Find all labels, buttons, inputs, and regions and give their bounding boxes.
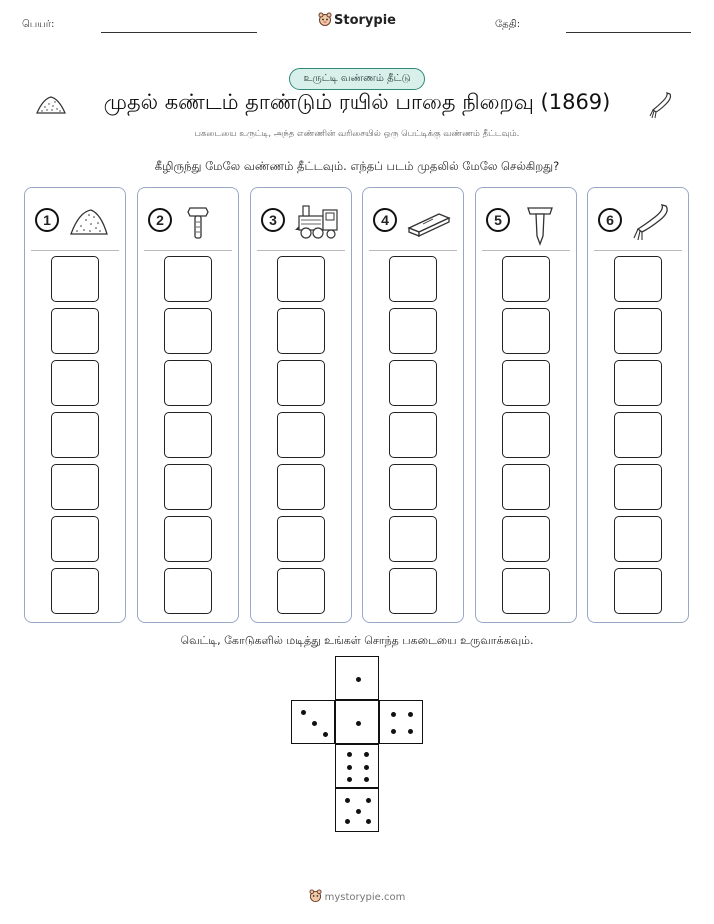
die-pip: [347, 777, 352, 782]
color-box[interactable]: [614, 568, 662, 614]
bent-rail-icon: [630, 202, 674, 250]
die-pip: [366, 798, 371, 803]
column-number: 3: [261, 208, 285, 232]
color-box[interactable]: [164, 360, 212, 406]
die-pip: [408, 729, 413, 734]
color-box[interactable]: [51, 308, 99, 354]
color-box[interactable]: [502, 256, 550, 302]
column-divider: [482, 250, 570, 251]
column-divider: [144, 250, 232, 251]
color-box[interactable]: [277, 308, 325, 354]
column-header: [25, 200, 125, 240]
color-box[interactable]: [277, 516, 325, 562]
die-face-5: [335, 788, 379, 832]
footer: [0, 889, 714, 903]
name-label: பெயர்:: [22, 19, 55, 30]
color-box[interactable]: [164, 568, 212, 614]
die-pip: [366, 819, 371, 824]
column-number: 1: [35, 208, 59, 232]
column-header: [251, 200, 351, 240]
color-box[interactable]: [502, 516, 550, 562]
color-box[interactable]: [389, 516, 437, 562]
column-header: [588, 200, 688, 240]
die-pip: [347, 752, 352, 757]
dice-column-3: [250, 187, 352, 623]
storypie-logo-icon: [309, 889, 322, 902]
die-pip: [347, 765, 352, 770]
cut-instruction: வெட்டி, கோடுகளில் மடித்து உங்கள் சொந்த பகடையை உருவாக்கவும்.: [180, 634, 534, 647]
die-pip: [323, 732, 328, 737]
dice-column-4: [362, 187, 464, 623]
column-header: [363, 200, 463, 240]
footer-url: mystorypie.com: [324, 892, 406, 903]
color-box[interactable]: [502, 464, 550, 510]
color-box[interactable]: [164, 516, 212, 562]
die-pip: [345, 798, 350, 803]
color-box[interactable]: [614, 256, 662, 302]
brand-name: Storypie: [334, 13, 396, 28]
color-box[interactable]: [51, 516, 99, 562]
column-number: 4: [373, 208, 397, 232]
color-box[interactable]: [277, 360, 325, 406]
color-box[interactable]: [51, 412, 99, 458]
color-box[interactable]: [389, 464, 437, 510]
instruction: கீழிருந்து மேலே வண்ணம் தீட்டவும். எந்தப் படம் முதலில் மேலே செல்கிறது?: [154, 159, 560, 173]
dice-column-5: [475, 187, 577, 623]
color-box[interactable]: [502, 360, 550, 406]
color-box[interactable]: [277, 568, 325, 614]
color-box[interactable]: [614, 360, 662, 406]
die-pip: [408, 712, 413, 717]
color-box[interactable]: [51, 568, 99, 614]
color-box[interactable]: [51, 464, 99, 510]
dice-column-6: [587, 187, 689, 623]
die-pip: [391, 729, 396, 734]
color-box[interactable]: [389, 308, 437, 354]
color-box[interactable]: [614, 412, 662, 458]
color-box[interactable]: [614, 464, 662, 510]
color-box[interactable]: [51, 256, 99, 302]
die-face-1: [335, 656, 379, 700]
color-box[interactable]: [389, 568, 437, 614]
railroad-spike-icon: [518, 202, 562, 250]
dice-column-2: [137, 187, 239, 623]
color-box[interactable]: [502, 568, 550, 614]
die-pip: [364, 765, 369, 770]
color-box[interactable]: [164, 256, 212, 302]
column-divider: [369, 250, 457, 251]
column-header: [476, 200, 576, 240]
die-pip: [391, 712, 396, 717]
column-divider: [31, 250, 119, 251]
activity-badge: உருட்டி வண்ணம் தீட்டு: [289, 68, 425, 90]
column-number: 5: [486, 208, 510, 232]
color-box[interactable]: [502, 308, 550, 354]
color-box[interactable]: [614, 308, 662, 354]
die-face-6: [335, 744, 379, 788]
color-box[interactable]: [277, 412, 325, 458]
column-divider: [594, 250, 682, 251]
gold-bar-icon: [405, 202, 453, 246]
die-pip: [356, 721, 361, 726]
hammer-icon: [180, 202, 224, 246]
page-title: முதல் கண்டம் தாண்டும் ரயில் பாதை நிறைவு (1869): [103, 90, 611, 114]
column-number: 2: [148, 208, 172, 232]
die-pip: [356, 677, 361, 682]
bent-rail-icon: [648, 92, 674, 120]
die-pip: [364, 777, 369, 782]
die-pip: [345, 819, 350, 824]
date-label: தேதி:: [495, 19, 521, 30]
column-number: 6: [598, 208, 622, 232]
storypie-logo-icon: [318, 12, 332, 26]
die-face-4: [379, 700, 423, 744]
color-box[interactable]: [164, 412, 212, 458]
color-box[interactable]: [614, 516, 662, 562]
die-pip: [312, 721, 317, 726]
color-box[interactable]: [389, 360, 437, 406]
color-box[interactable]: [277, 464, 325, 510]
color-box[interactable]: [389, 412, 437, 458]
die-face-1: [335, 700, 379, 744]
die-pip: [356, 809, 361, 814]
color-box[interactable]: [51, 360, 99, 406]
steam-locomotive-icon: [293, 202, 343, 246]
color-box[interactable]: [389, 256, 437, 302]
brand: [0, 12, 714, 28]
name-line[interactable]: [101, 32, 257, 33]
color-box[interactable]: [164, 464, 212, 510]
die-pip: [301, 710, 306, 715]
color-box[interactable]: [502, 412, 550, 458]
date-line[interactable]: [566, 32, 691, 33]
dice-column-1: [24, 187, 126, 623]
column-divider: [257, 250, 345, 251]
die-face-3: [291, 700, 335, 744]
sand-pile-icon: [67, 202, 111, 246]
die-pip: [364, 752, 369, 757]
color-box[interactable]: [277, 256, 325, 302]
color-box[interactable]: [164, 308, 212, 354]
subtitle: பகடையை உருட்டி, அந்த எண்ணின் வரிசையில் ஒரு பெட்டிக்கு வண்ணம் தீட்டவும்.: [194, 129, 520, 139]
column-header: [138, 200, 238, 240]
